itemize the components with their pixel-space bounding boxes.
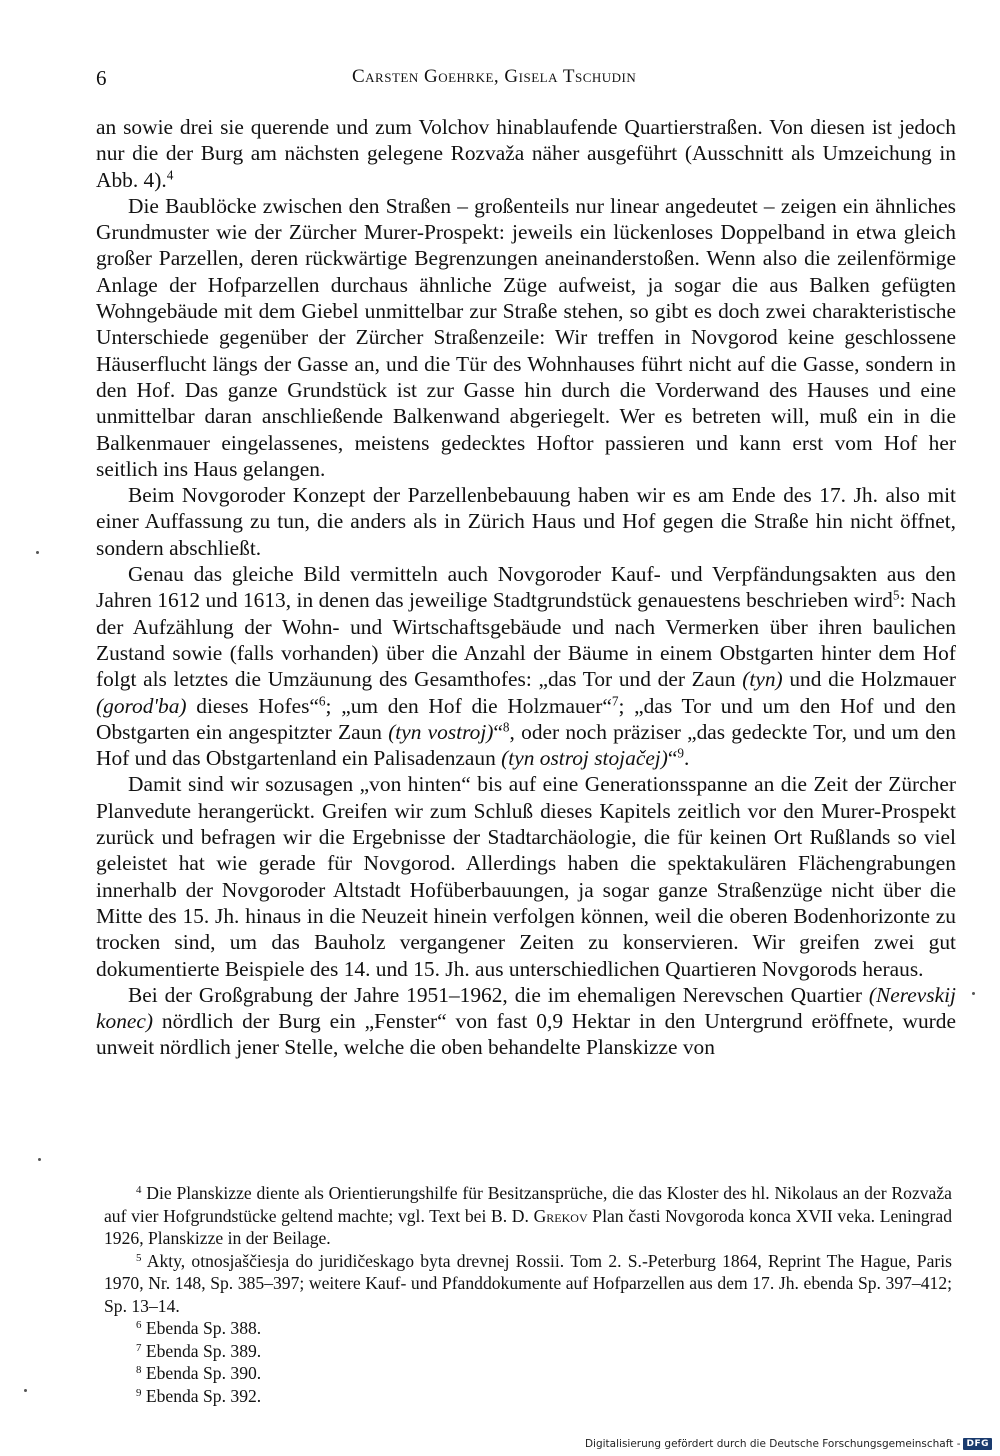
footnote-number: 6 (136, 1319, 142, 1331)
footnote-number: 7 (136, 1341, 142, 1354)
paragraph: Genau das gleiche Bild vermitteln auch Novgoroder Kauf- und Verpfändungsakten aus den Jahren 1612 und 1613, in denen das jeweilige Stadtgrundstück genauestens beschrieben wird$^5$: Nach der Aufzählung der Wohn- und Wirtschaftsgebäude und nach Vermerken über ihren baulichen Zustand sowie (falls vorhanden) über die Anzahl der Bäume in einem Obstgarten hinter dem Hof folgt als letztes die Umzäunung des Gesamthofes: „das Tor und der Zaun (tyn) und die Holzmauer (gorod'ba) dieses Hofes“$^6$; „um den Hof die Holzmauer“$^7$; „das Tor und um den Hof und den Obstgarten ein angespitzter Zaun (tyn vostroj)“$^8$, oder noch präziser „das gedeckte Tor, und um den Hof und das Obstgartenland ein Palisadenzaun (tyn ostroj stojačej)“$^9$. (96, 562, 957, 771)
footnote-number: 8 (136, 1364, 142, 1376)
footnote: $^4$ Die Planskizze diente als Orientierungshilfe für Besitzansprüche, die das Kloster des hl. Nikolaus an der Rozvaža auf vier Hofgrundstücke geltend machte; vgl. Text bei B. D. Grekov Plan časti Novgoroda konca XVII veka. Leningrad 1926, Planskizze in der Beilage. (104, 1183, 953, 1248)
paragraph: Damit sind wir sozusagen „von hinten“ bis auf eine Generationsspanne an die Zeit der Zürcher Planvedute herangerückt. Greifen wir zum Schluß dieses Kapitels zeitlich vor den Murer-Prospekt zurück und befragen wir die Ergebnisse der Stadtarchäologie, die für keinen Ort Rußlands so viel geleistet hat wie gerade für Novgorod. Allerdings haben die spektakulären Flächengrabungen innerhalb der Novgoroder Altstadt Hofüberbauungen, ja sogar ganze Straßenzüge nicht über die Mitte des 15. Jh. hinaus in die Neuzeit hinein verfolgen können, weil die oberen Bodenhorizonte zu trocken sind, um das Bauholz vergangener Zeiten zu konservieren. Wir greifen zwei gut dokumentierte Beispiele des 14. und 15. Jh. aus unterschiedlichen Quartieren Novgorods heraus. (96, 772, 956, 981)
body-text (96, 114, 956, 1061)
paragraph: Beim Novgoroder Konzept der Parzellenbebauung haben wir es am Ende des 17. Jh. also mit einer Auffassung zu tun, die anders als in Zürich Haus und Hof gegen die Straße hin nicht öffnet, sondern abschließt. (96, 483, 956, 560)
footnote-number: 5 (136, 1251, 142, 1264)
footnote-ref[interactable]: 6 (318, 693, 326, 709)
footnote: $^6$ Ebenda Sp. 388. (136, 1318, 262, 1338)
paragraph: Bei der Großgrabung der Jahre 1951–1962, die im ehemaligen Nerevschen Quartier (Nerevskij konec) nördlich der Burg ein „Fenster“ von fast 0,9 Hektar in den Untergrund eröffnete, wurde unweit nördlich jener Stelle, welche die oben behandelte Planskizze von (96, 982, 956, 1060)
running-head: Carsten Goehrke, Gisela Tschudin (352, 66, 637, 87)
footnote: $^8$ Ebenda Sp. 390. (136, 1363, 262, 1383)
digitization-credit (585, 1438, 992, 1450)
footnote-ref[interactable]: 5 (892, 588, 900, 604)
credit-text: Digitalisierung gefördert durch die Deutsche Forschungsgemeinschaft - (584, 1438, 961, 1450)
footnote-number: 4 (136, 1184, 142, 1196)
scan-speck (36, 551, 39, 554)
footnote: $^9$ Ebenda Sp. 392. (136, 1385, 262, 1406)
page-header (96, 66, 956, 96)
footnote: $^7$ Ebenda Sp. 389. (136, 1340, 262, 1361)
paragraph: Die Baublöcke zwischen den Straßen – großenteils nur linear angedeutet – zeigen ein ähnliches Grundmuster wie der Zürcher Murer-Prospekt: jeweils ein lückenloses Doppelband in etwa gleich großer Parzellen, deren rückwärtige Begrenzungen aneinanderstoßen. Wenn also die zeilenförmige Anlage der Hofparzellen durchaus ähnliche Züge aufweist, ja sogar die aus Balken gefügten Wohngebäude mit dem Giebel unmittelbar zur Straße stehen, so gibt es doch zwei charakteristische Unterschiede gegenüber der Zürcher Straßenzeile: Wir treffen in Novgorod keine geschlossene Häuserflucht längs der Gasse an, und die Tür des Wohnhauses führt nicht auf die Gasse, sondern in den Hof. Das ganze Grundstück ist zur Gasse hin durch die Vorderwand des Hauses und eine unmittelbar daran anschließende Balkenwand abgeriegelt. Wer es betreten will, muß ein in die Balkenmauer eingelassenes, meistens gedecktes Hoftor passieren und kann erst vom Hof her seitlich ins Haus gelangen. (96, 193, 956, 481)
footnotes (104, 1182, 952, 1407)
paragraph: an sowie drei sie querende und zum Volchov hinablaufende Quartierstraßen. Von diesen ist jedoch nur die der Burg am nächsten gelegene Rozvaža näher ausgeführt (Ausschnitt als Umzeichung in Abb. 4).$^4$ (96, 115, 956, 192)
footnote-ref[interactable]: 8 (502, 719, 510, 735)
footnote-number: 9 (136, 1386, 142, 1399)
footnote: $^5$ Akty, otnosjaščiesja do juridičeskago byta drevnej Rossii. Tom 2. S.-Peterburg 1864, Reprint The Hague, Paris 1970, Nr. 148, Sp. 385–397; weitere Kauf- und Pfanddokumente auf Hofparzellen aus dem 17. Jh. ebenda Sp. 397–412; Sp. 13–14. (104, 1250, 952, 1316)
footnote-ref[interactable]: 4 (166, 167, 174, 183)
dfg-logo: DFG (963, 1438, 992, 1450)
footnote-ref[interactable]: 9 (677, 745, 685, 761)
scan-speck (24, 1389, 27, 1392)
page-number: 6 (96, 66, 107, 90)
scan-speck (38, 1158, 41, 1161)
scan-speck (972, 992, 975, 995)
footnote-ref[interactable]: 7 (611, 693, 619, 709)
